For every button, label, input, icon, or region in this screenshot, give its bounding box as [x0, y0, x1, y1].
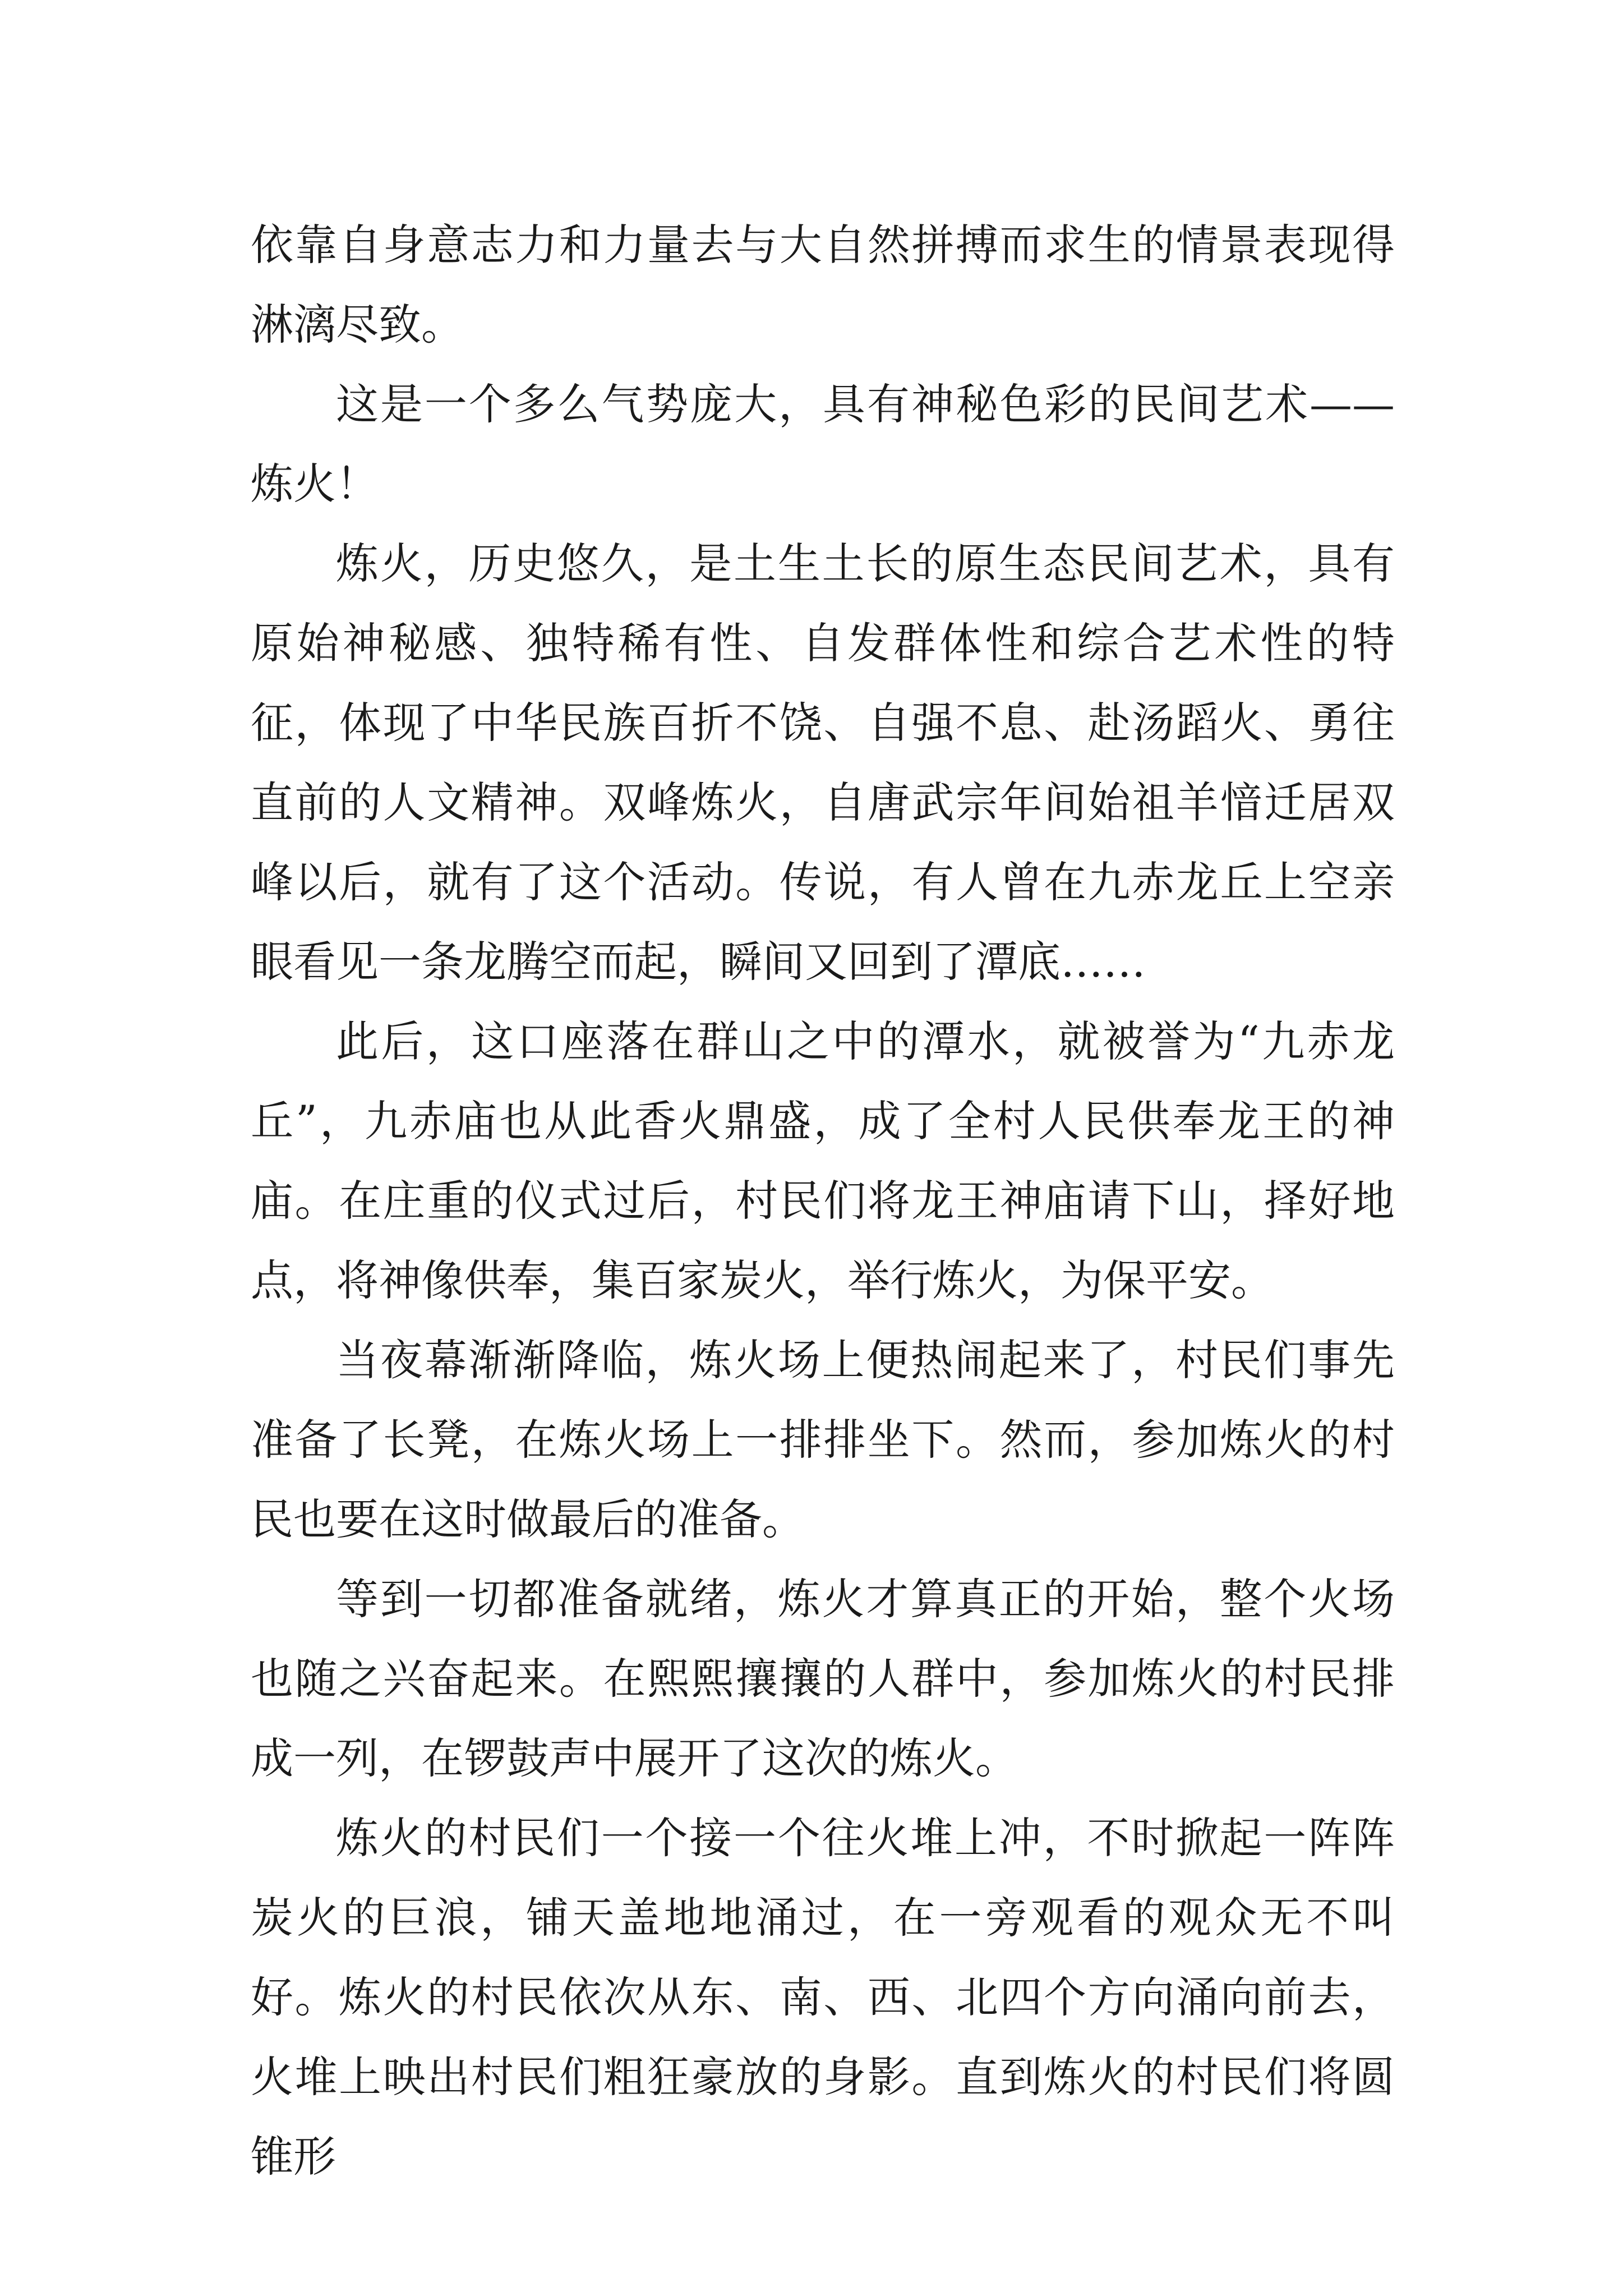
paragraph: 炼火，历史悠久，是土生土长的原生态民间艺术，具有原始神秘感、独特稀有性、自发群体性和综合艺术性的特征，体现了中华民族百折不饶、自强不息、赴汤蹈火、勇往直前的人文精神。双峰炼火，自唐武宗年间始祖羊愔迁居双峰以后，就有了这个活动。传说，有人曾在九赤龙丘上空亲眼看见一条龙腾空而起，瞬间又回到了潭底……: [251, 539, 1395, 987]
paragraph: 当夜幕渐渐降临，炼火场上便热闹起来了，村民们事先准备了长凳，在炼火场上一排排坐下。然而，参加炼火的村民也要在这时做最后的准备。: [251, 1335, 1395, 1544]
paragraph: 这是一个多么气势庞大，具有神秘色彩的民间艺术——炼火！: [251, 379, 1395, 509]
document-body: [251, 205, 1395, 2197]
paragraph: 等到一切都准备就绪，炼火才算真正的开始，整个火场也随之兴奋起来。在熙熙攘攘的人群中，参加炼火的村民排成一列，在锣鼓声中展开了这次的炼火。: [251, 1574, 1395, 1783]
paragraph: 炼火的村民们一个接一个往火堆上冲，不时掀起一阵阵炭火的巨浪，铺天盖地地涌过，在一旁观看的观众无不叫好。炼火的村民依次从东、南、西、北四个方向涌向前去，火堆上映出村民们粗狂豪放的身影。直到炼火的村民们将圆锥形: [251, 1813, 1395, 2182]
paragraph: 此后，这口座落在群山之中的潭水，就被誉为“九赤龙丘”，九赤庙也从此香火鼎盛，成了全村人民供奉龙王的神庙。在庄重的仪式过后，村民们将龙王神庙请下山，择好地点，将神像供奉，集百家炭火，举行炼火，为保平安。: [251, 1016, 1395, 1305]
paragraph: 依靠自身意志力和力量去与大自然拼搏而求生的情景表现得淋漓尽致。: [251, 220, 1395, 349]
